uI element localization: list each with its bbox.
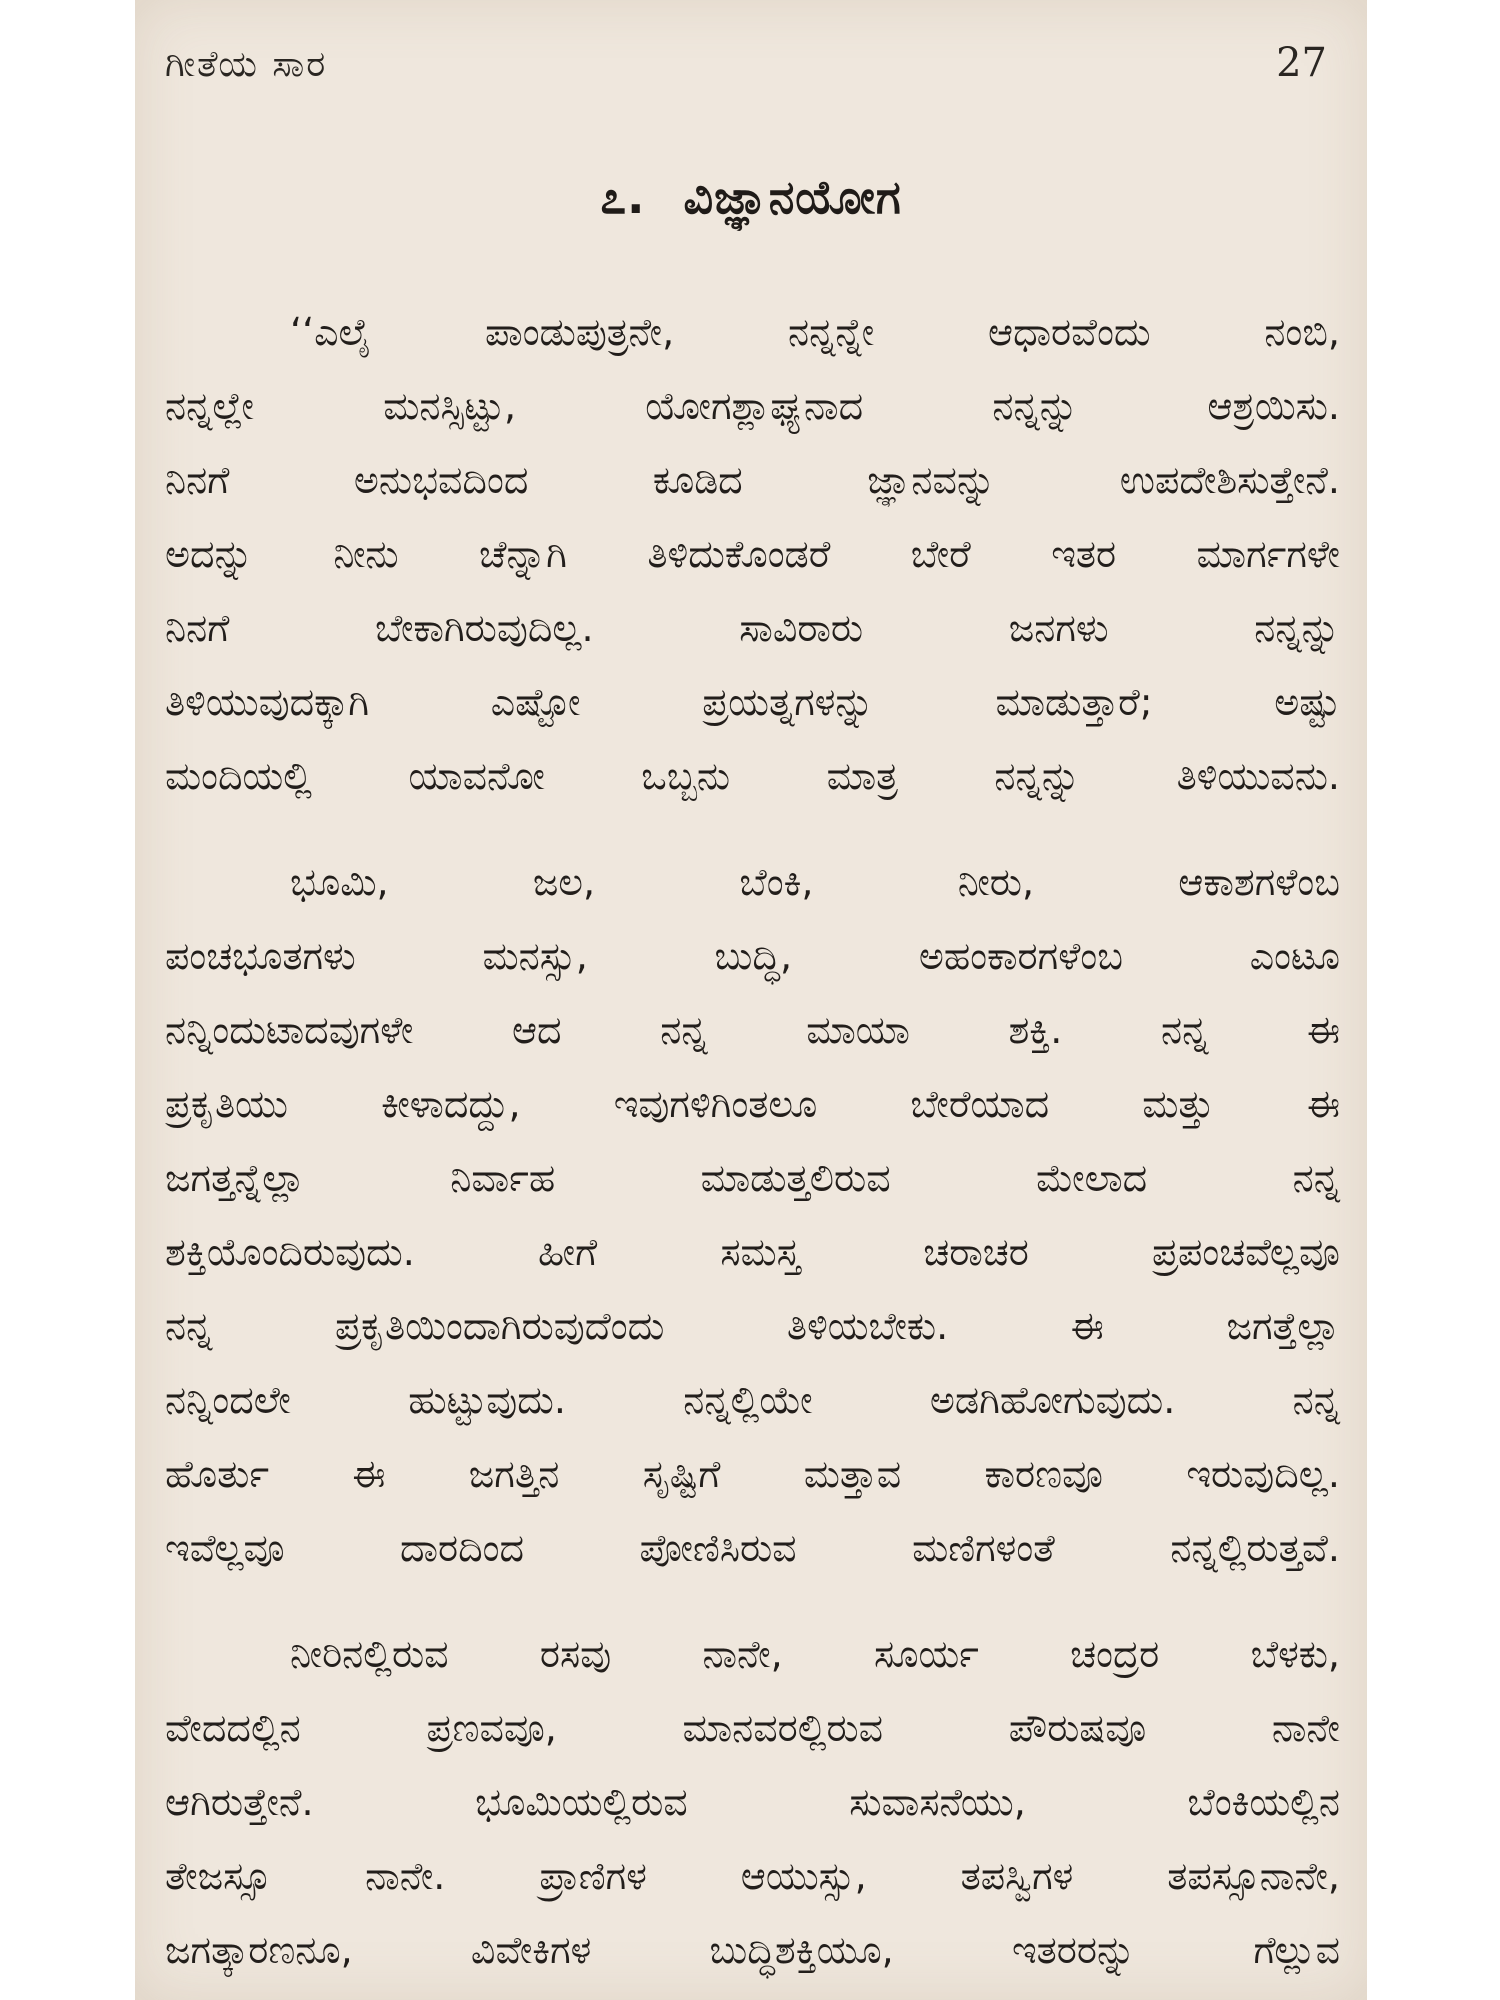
text-line: ನನ್ನ ಪ್ರಕೃತಿಯಿಂದಾಗಿರುವುದೆಂದು ತಿಳಿಯಬೇಕು. ಈ ಜಗತ್ತೆಲ್ಲಾ <box>165 1304 1340 1348</box>
chapter-title: ವಿಜ್ಞಾನಯೋಗ <box>683 170 902 224</box>
text-line: ಜಗತ್ಕಾರಣನೂ, ವಿವೇಕಿಗಳ ಬುದ್ಧಿಶಕ್ತಿಯೂ, ಇತರರನ್ನು ಗೆಲ್ಲುವ <box>165 1928 1340 1972</box>
text-line: ಅದನ್ನು ನೀನು ಚೆನ್ನಾಗಿ ತಿಳಿದುಕೊಂಡರೆ ಬೇರೆ ಇತರ ಮಾರ್ಗಗಳೇ <box>165 532 1340 576</box>
text-line: ಪಂಚಭೂತಗಳು ಮನಸ್ಸು, ಬುದ್ಧಿ, ಅಹಂಕಾರಗಳೆಂಬ ಎಂಟೂ <box>165 934 1340 978</box>
text-line: ಜಗತ್ತನ್ನೆಲ್ಲಾ ನಿರ್ವಾಹ ಮಾಡುತ್ತಲಿರುವ ಮೇಲಾದ ನನ್ನ <box>165 1156 1340 1200</box>
text-line: ನಿನಗೆ ಅನುಭವದಿಂದ ಕೂಡಿದ ಜ್ಞಾನವನ್ನು ಉಪದೇಶಿಸುತ್ತೇನೆ. <box>165 458 1340 502</box>
book-page <box>135 0 1367 2000</box>
text-line: ನನ್ನಿಂದುಟಾದವುಗಳೇ ಆದ ನನ್ನ ಮಾಯಾ ಶಕ್ತಿ. ನನ್ನ ಈ <box>165 1008 1340 1052</box>
paragraph-3 <box>165 1617 1340 1987</box>
text-line: ಇವೆಲ್ಲವೂ ದಾರದಿಂದ ಪೋಣಿಸಿರುವ ಮಣಿಗಳಂತೆ ನನ್ನಲ್ಲಿರುತ್ತವೆ. <box>165 1526 1340 1570</box>
text-line: ಪ್ರಕೃತಿಯು ಕೀಳಾದದ್ದು, ಇವುಗಳಿಗಿಂತಲೂ ಬೇರೆಯಾದ ಮತ್ತು ಈ <box>165 1082 1340 1126</box>
text-line: ಮಂದಿಯಲ್ಲಿ ಯಾವನೋ ಒಬ್ಬನು ಮಾತ್ರ ನನ್ನನ್ನು ತಿಳಿಯುವನು. <box>165 754 1340 798</box>
text-line: ನನ್ನಿಂದಲೇ ಹುಟ್ಟುವುದು. ನನ್ನಲ್ಲಿಯೇ ಅಡಗಿಹೋಗುವುದು. ನನ್ನ <box>165 1378 1340 1422</box>
text-line: ಭೂಮಿ, ಜಲ, ಬೆಂಕಿ, ನೀರು, ಆಕಾಶಗಳೆಂಬ <box>290 860 1340 904</box>
text-line: ನಿನಗೆ ಬೇಕಾಗಿರುವುದಿಲ್ಲ. ಸಾವಿರಾರು ಜನಗಳು ನನ್ನನ್ನು <box>165 606 1340 650</box>
running-title: ಗೀತೆಯ ಸಾರ <box>165 44 328 85</box>
text-line: ‘‘ಎಲೈ ಪಾಂಡುಪುತ್ರನೇ, ನನ್ನನ್ನೇ ಆಧಾರವೆಂದು ನಂಬಿ, <box>290 310 1340 354</box>
text-line: ಶಕ್ತಿಯೊಂದಿರುವುದು. ಹೀಗೆ ಸಮಸ್ತ ಚರಾಚರ ಪ್ರಪಂಚವೆಲ್ಲವೂ <box>165 1230 1340 1274</box>
text-line: ಹೊರ್ತು ಈ ಜಗತ್ತಿನ ಸೃಷ್ಟಿಗೆ ಮತ್ತಾವ ಕಾರಣವೂ ಇರುವುದಿಲ್ಲ. <box>165 1452 1340 1496</box>
text-line: ನನ್ನಲ್ಲೇ ಮನಸ್ಸಿಟ್ಟು, ಯೋಗಶ್ಲಾಘ್ಯನಾದ ನನ್ನನ್ನು ಆಶ್ರಯಿಸು. <box>165 384 1340 428</box>
text-line: ಆಗಿರುತ್ತೇನೆ. ಭೂಮಿಯಲ್ಲಿರುವ ಸುವಾಸನೆಯು, ಬೆಂಕಿಯಲ್ಲಿನ <box>165 1780 1340 1824</box>
text-line: ತೇಜಸ್ಸೂ ನಾನೇ. ಪ್ರಾಣಿಗಳ ಆಯುಸ್ಸು, ತಪಸ್ವಿಗಳ ತಪಸ್ಸೂನಾನೇ, <box>165 1854 1340 1898</box>
paragraph-1 <box>165 295 1340 813</box>
page-number: 27 <box>1276 40 1327 86</box>
text-line: ತಿಳಿಯುವುದಕ್ಕಾಗಿ ಎಷ್ಟೋ ಪ್ರಯತ್ನಗಳನ್ನು ಮಾಡುತ್ತಾರೆ; ಅಷ್ಟು <box>165 680 1340 724</box>
text-line: ನೀರಿನಲ್ಲಿರುವ ರಸವು ನಾನೇ, ಸೂರ್ಯ ಚಂದ್ರರ ಬೆಳಕು, <box>290 1632 1340 1676</box>
text-line: ವೇದದಲ್ಲಿನ ಪ್ರಣವವೂ, ಮಾನವರಲ್ಲಿರುವ ಪೌರುಷವೂ ನಾನೇ <box>165 1706 1340 1750</box>
paragraph-2 <box>165 845 1340 1585</box>
chapter-number: ೭. <box>600 170 646 224</box>
chapter-heading <box>135 170 1367 226</box>
